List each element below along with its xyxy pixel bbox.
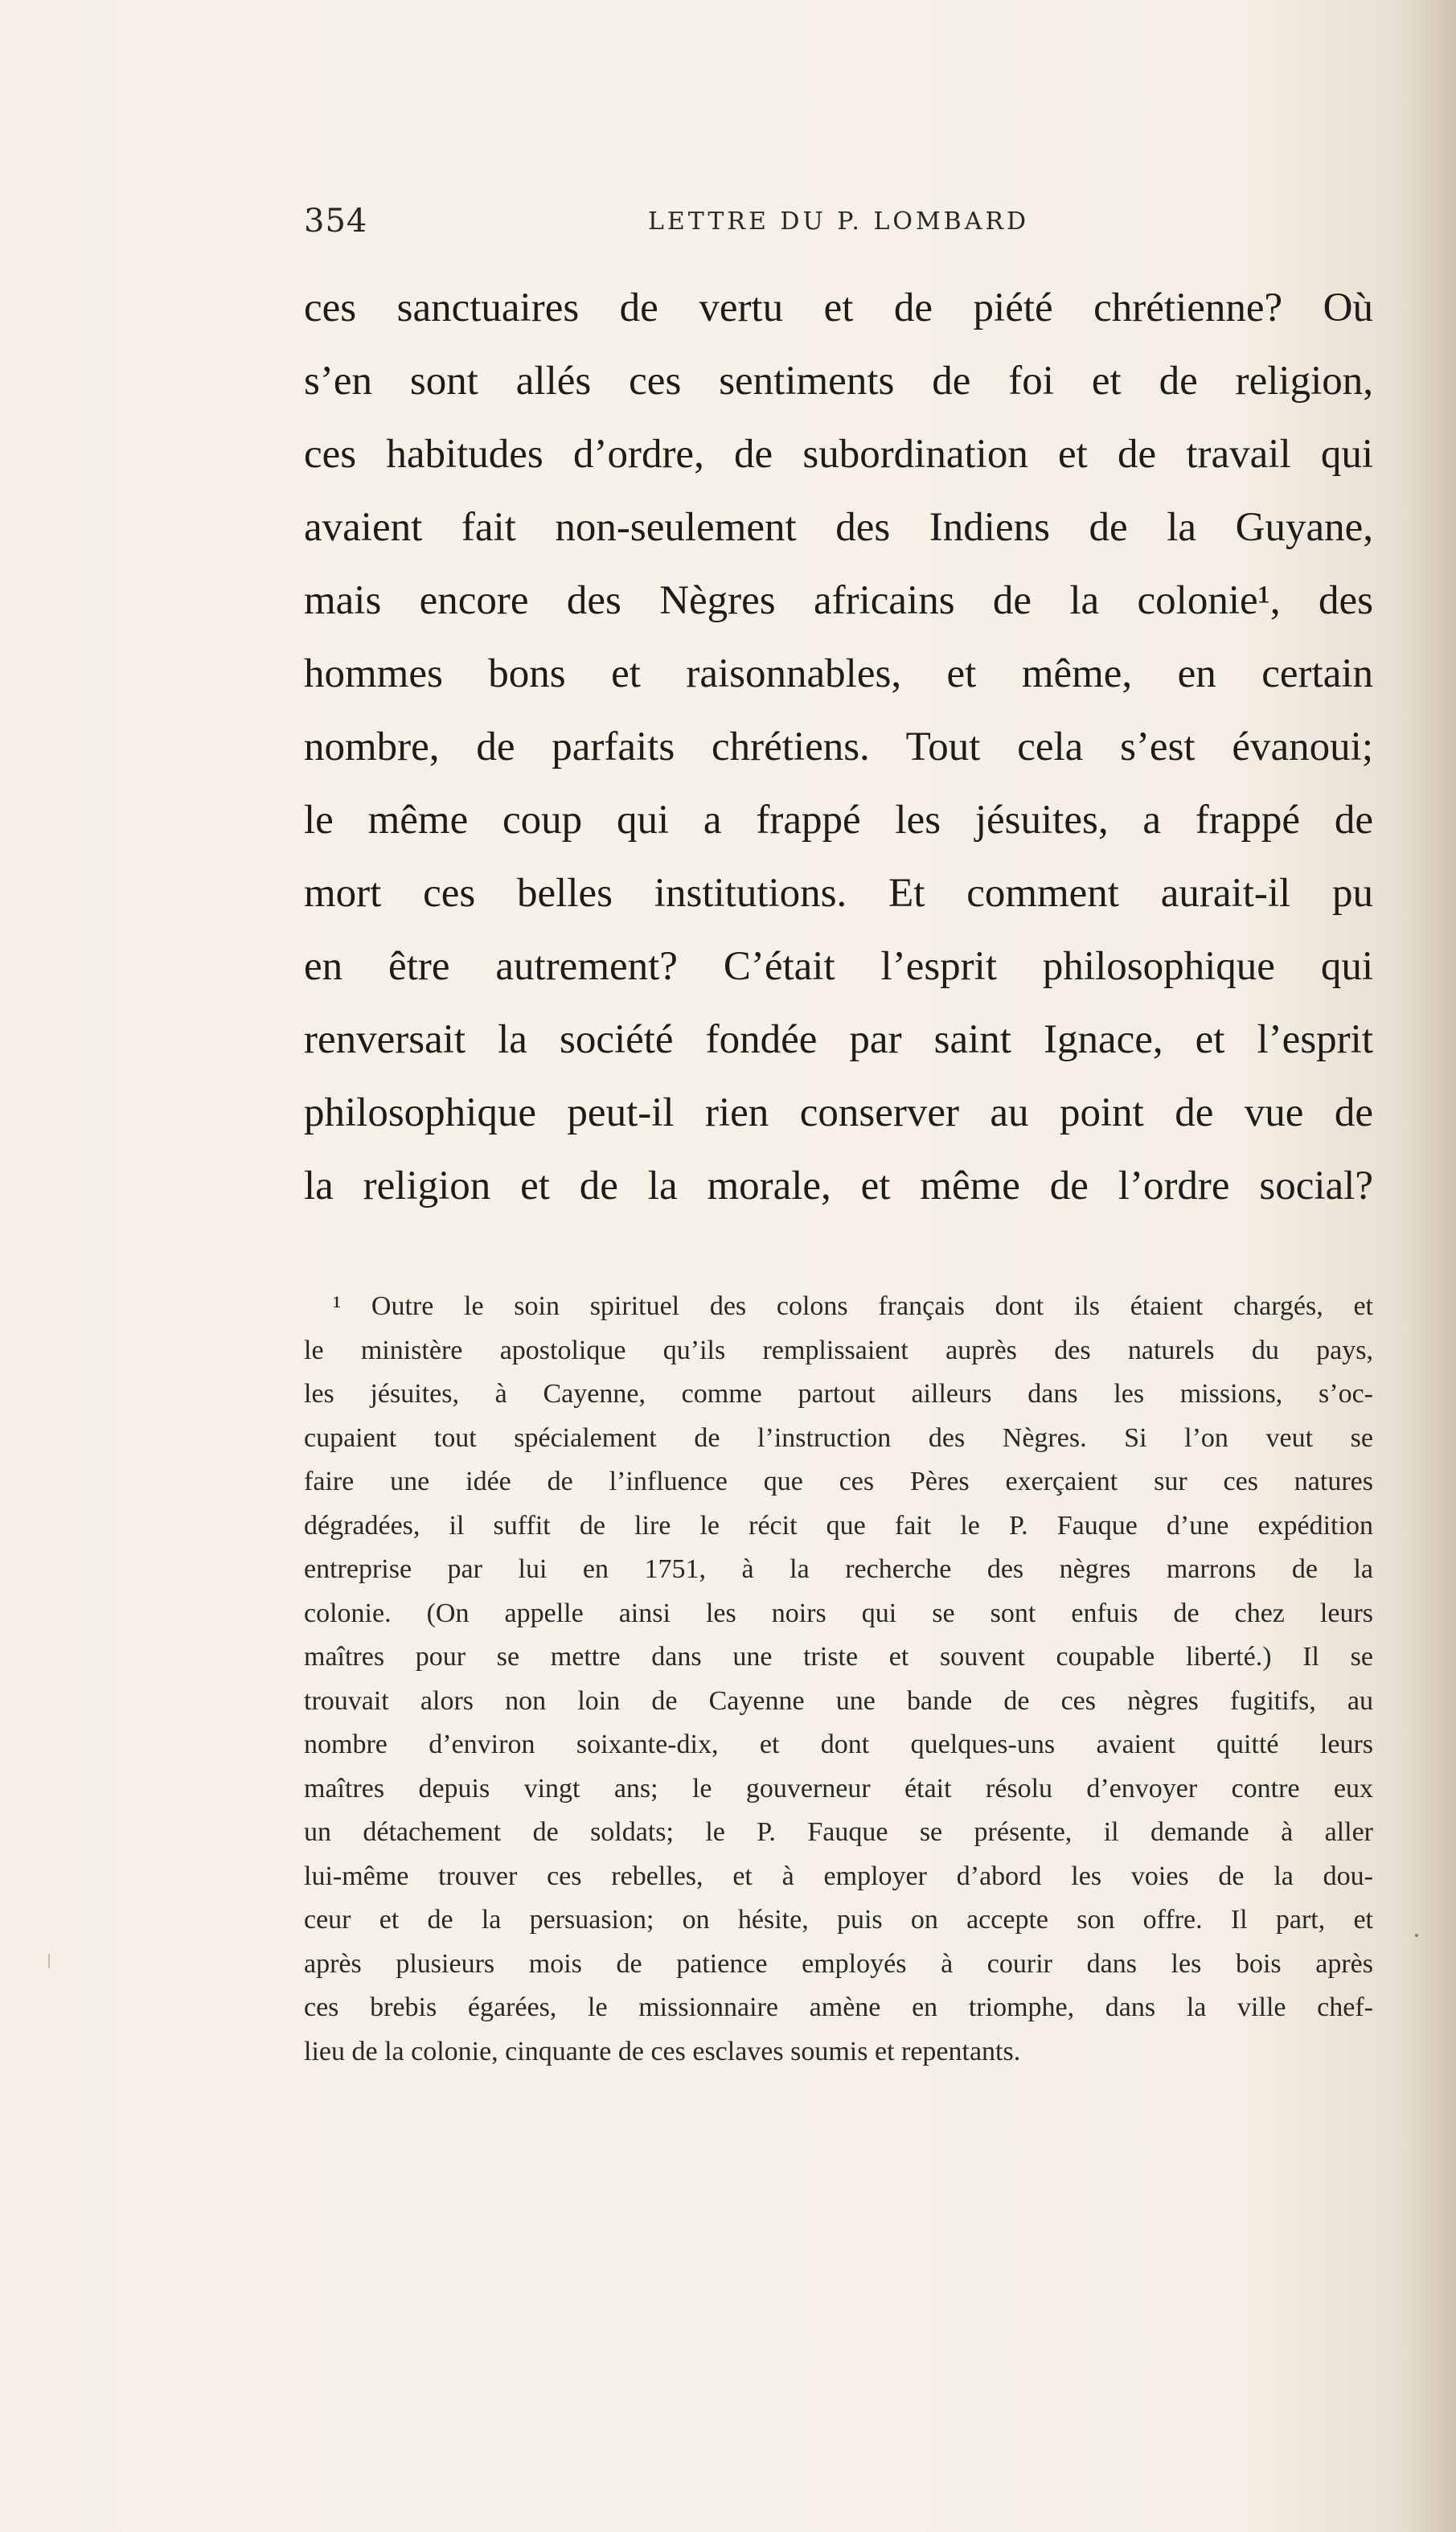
footnote-line: maîtres depuis vingt ans; le gouverneur était résolu d’envoyer contre eux bbox=[304, 1773, 1373, 1804]
text-line: hommes bons et raisonnables, et même, en certain bbox=[304, 651, 1373, 696]
text-line: ces sanctuaires de vertu et de piété chrétienne? Où bbox=[304, 285, 1373, 330]
text-line: mais encore des Nègres africains de la colonie¹, des bbox=[304, 578, 1373, 623]
text-line: ces habitudes d’ordre, de subordination et de travail qui bbox=[304, 432, 1373, 477]
text-line: renversait la société fondée par saint Ignace, et l’esprit bbox=[304, 1017, 1373, 1062]
footnote-line: ceur et de la persuasion; on hésite, puis on accepte son offre. Il part, et bbox=[304, 1905, 1373, 1935]
footnote-line: entreprise par lui en 1751, à la recherche des nègres marrons de la bbox=[304, 1554, 1373, 1584]
text-line: la religion et de la morale, et même de l’ordre social? bbox=[304, 1163, 1373, 1209]
margin-speck bbox=[1415, 1934, 1418, 1937]
page-edge-shadow bbox=[1408, 0, 1456, 2532]
text-line: philosophique peut-il rien conserver au point de vue de bbox=[304, 1090, 1373, 1135]
footnote-line: lieu de la colonie, cinquante de ces esclaves soumis et repentants. bbox=[304, 2036, 1021, 2066]
footnote-line: nombre d’environ soixante-dix, et dont quelques-uns avaient quitté leurs bbox=[304, 1730, 1373, 1759]
footnote-line: lui-même trouver ces rebelles, et à employer d’abord les voies de la dou- bbox=[304, 1861, 1373, 1891]
footnote-line: trouvait alors non loin de Cayenne une bande de ces nègres fugitifs, au bbox=[304, 1685, 1373, 1716]
margin-mark bbox=[48, 1954, 50, 1968]
page-number: 354 bbox=[304, 203, 368, 240]
main-text bbox=[304, 272, 1373, 1223]
footnote-line: après plusieurs mois de patience employés à courir dans les bois après bbox=[304, 1948, 1373, 1979]
page-header bbox=[304, 203, 1373, 243]
text-line: avaient fait non-seulement des Indiens de la Guyane, bbox=[304, 505, 1373, 550]
text-line: en être autrement? C’était l’esprit philosophique qui bbox=[304, 944, 1373, 989]
footnote bbox=[304, 1285, 1373, 2074]
footnote-line: cupaient tout spécialement de l’instruction des Nègres. Si l’on veut se bbox=[304, 1422, 1373, 1453]
footnote-line: colonie. (On appelle ainsi les noirs qui se sont enfuis de chez leurs bbox=[304, 1598, 1373, 1628]
text-line: le même coup qui a frappé les jésuites, a frappé de bbox=[304, 798, 1373, 843]
footnote-line: un détachement de soldats; le P. Fauque se présente, il demande à aller bbox=[304, 1817, 1373, 1847]
footnote-line: faire une idée de l’influence que ces Pères exerçaient sur ces natures bbox=[304, 1467, 1373, 1496]
running-title: LETTRE DU P. LOMBARD bbox=[647, 207, 1030, 236]
text-line: nombre, de parfaits chrétiens. Tout cela s’est évanoui; bbox=[304, 724, 1373, 769]
footnote-line: les jésuites, à Cayenne, comme partout ailleurs dans les missions, s’oc- bbox=[304, 1379, 1373, 1409]
footnote-line: maîtres pour se mettre dans une triste et souvent coupable liberté.) Il se bbox=[304, 1642, 1373, 1672]
footnote-line: dégradées, il suffit de lire le récit que fait le P. Fauque d’une expédition bbox=[304, 1510, 1373, 1541]
text-line: mort ces belles institutions. Et comment aurait-il pu bbox=[304, 871, 1373, 916]
text-line: s’en sont allés ces sentiments de foi et de religion, bbox=[304, 359, 1373, 404]
footnote-line: le ministère apostolique qu’ils remplissaient auprès des naturels du pays, bbox=[304, 1335, 1373, 1365]
footnote-line: ¹ Outre le soin spirituel des colons français dont ils étaient chargés, et bbox=[333, 1291, 1373, 1321]
footnote-line: ces brebis égarées, le missionnaire amène en triomphe, dans la ville chef- bbox=[304, 1992, 1373, 2022]
